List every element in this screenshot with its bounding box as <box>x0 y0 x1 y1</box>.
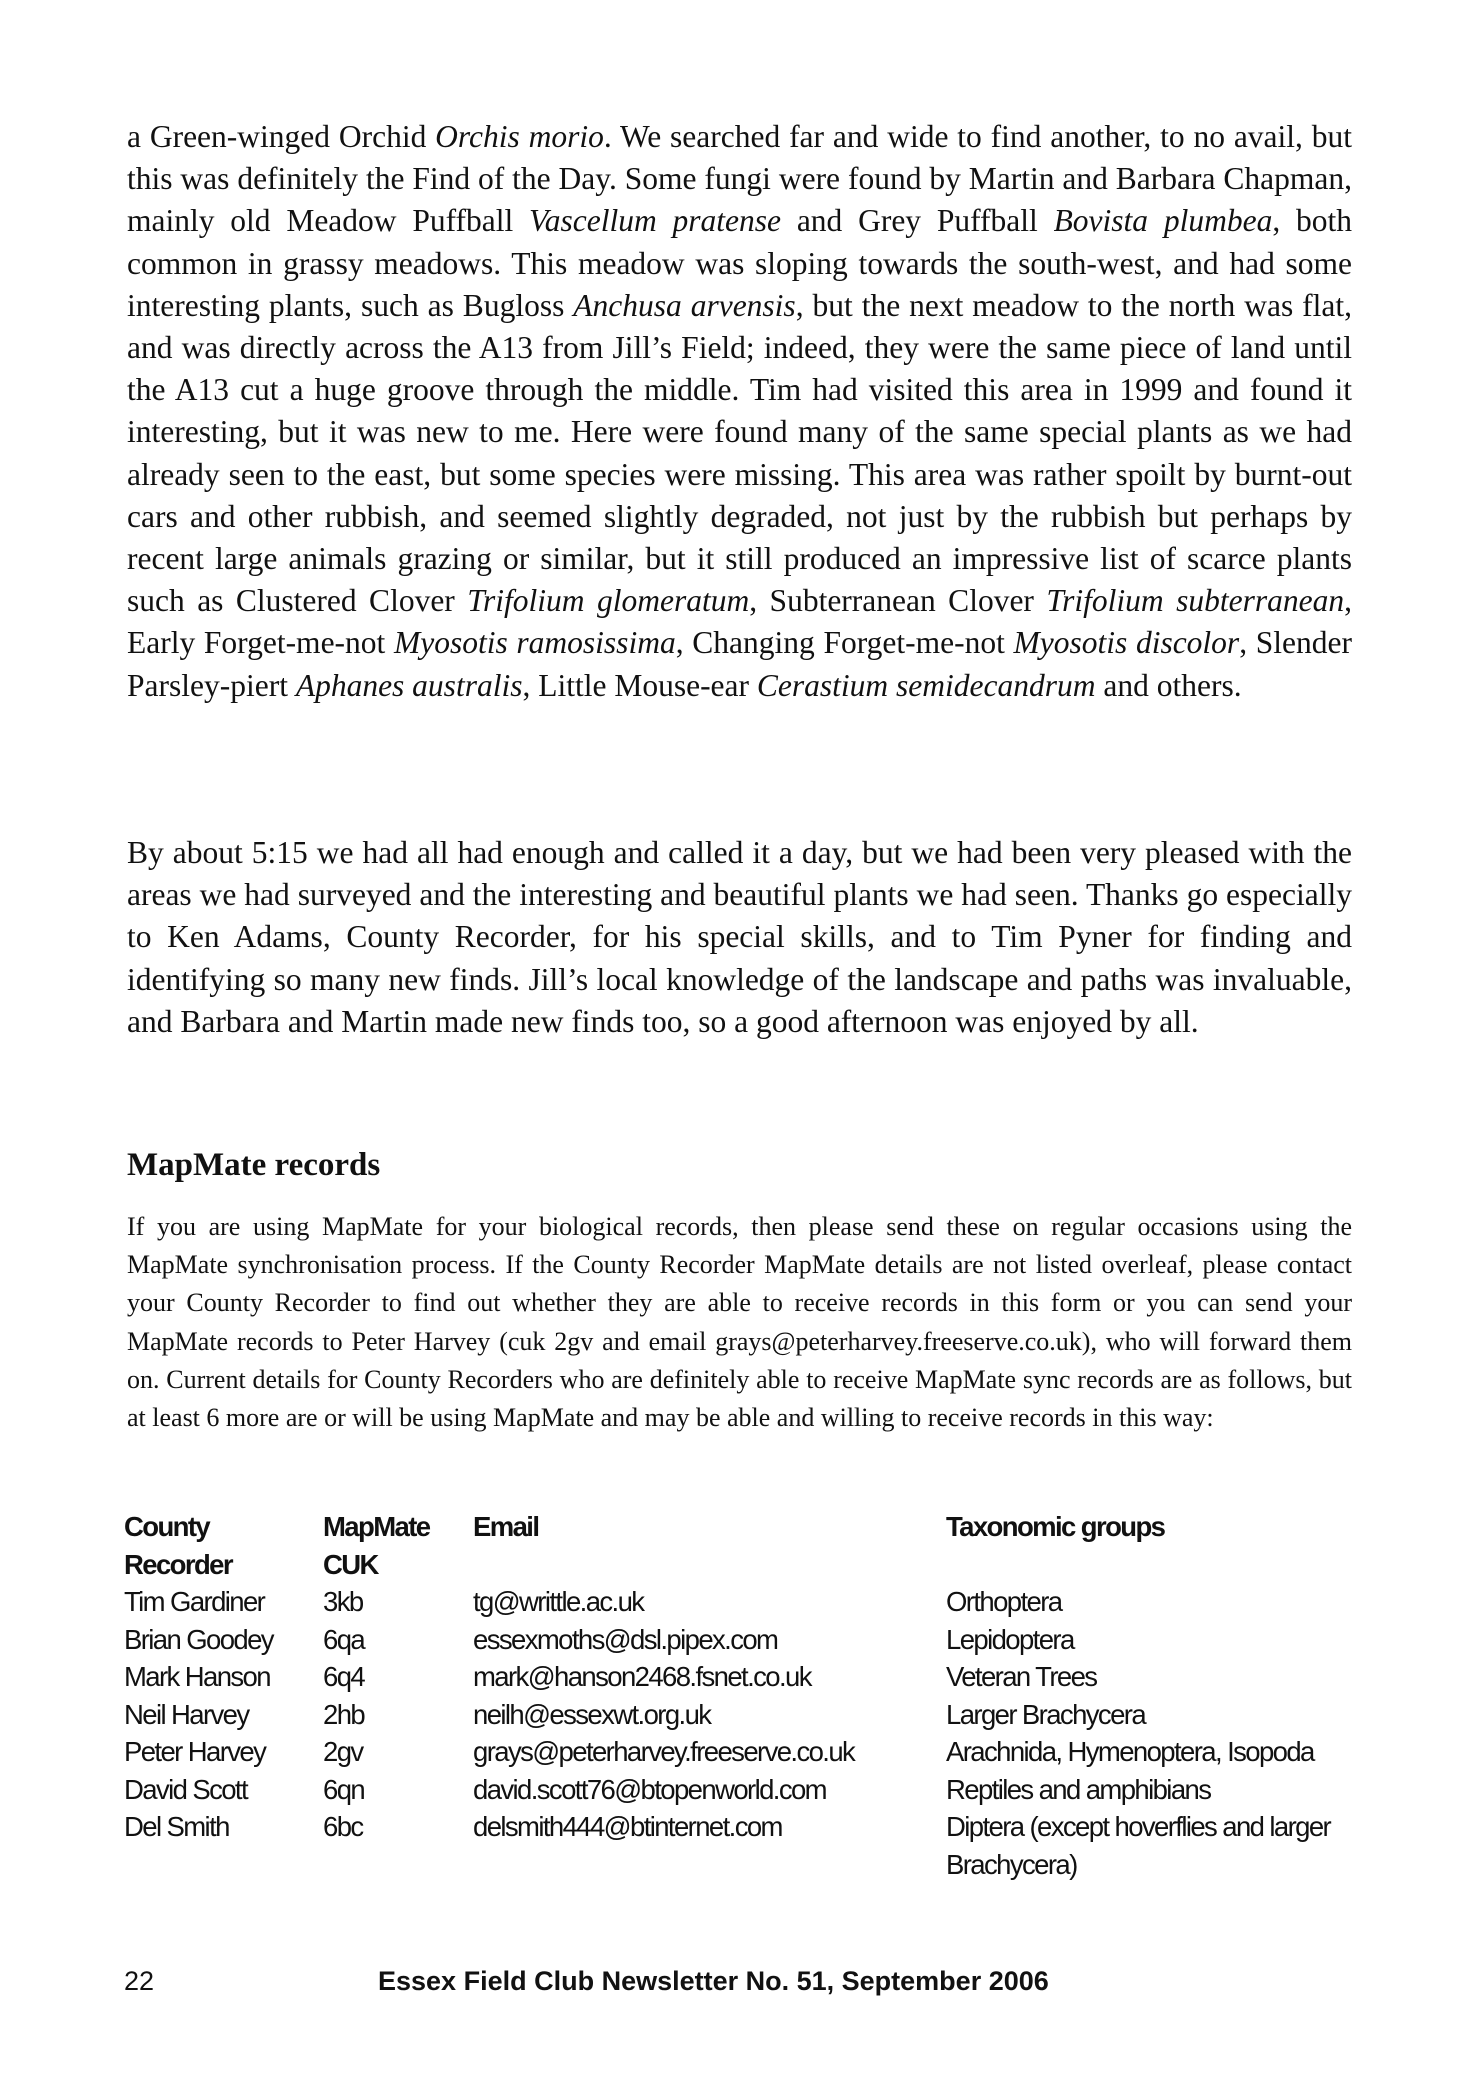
recorder-cuk: 6bc <box>323 1811 363 1842</box>
species-name: Myosotis ramosissima <box>393 625 676 661</box>
page-number: 22 <box>124 1966 155 1996</box>
header-text: MapMate <box>323 1511 430 1542</box>
recorder-email: essexmoths@dsl.pipex.com <box>473 1623 778 1655</box>
species-name: Cerastium semidecandrum <box>756 667 1096 703</box>
recorder-groups: Orthoptera <box>946 1586 1062 1617</box>
recorder-groups: Diptera (except hoverflies and larger Brachycera) <box>946 1811 1331 1880</box>
recorder-groups: Veteran Trees <box>946 1661 1097 1692</box>
recorder-cuk: 6q4 <box>323 1661 365 1692</box>
text-run: , both common in grassy meadows. This meadow was sloping towards the south-west, and had some interesting plants, such as Bugloss <box>127 203 1352 323</box>
table-header-row <box>124 1508 1396 1583</box>
species-name: Myosotis discolor <box>1013 625 1240 661</box>
recorder-groups: Larger Brachycera <box>946 1698 1146 1730</box>
recorder-name: Del Smith <box>124 1811 229 1842</box>
recorder-email: mark@hanson2468.fsnet.co.uk <box>473 1661 811 1692</box>
text-run: . We searched far and wide to find another, to no avail, but this was definitely the Find of the Day. Some fungi were found by Martin and Barbara Chapman, mainly old Meadow Puffball <box>127 119 1353 239</box>
recorder-email: neilh@essexwt.org.uk <box>473 1698 711 1730</box>
recorder-email: grays@peterharvey.freeserve.co.uk <box>473 1736 855 1767</box>
recorder-cuk: 2hb <box>323 1698 365 1730</box>
recorder-groups: Arachnida, Hymenoptera, Isopoda <box>946 1736 1314 1767</box>
header-mapmate-cuk <box>323 1508 473 1583</box>
header-text: Recorder <box>124 1548 232 1580</box>
species-name: Anchusa arvensis <box>573 287 796 323</box>
text-run: and others. <box>1095 667 1242 703</box>
text-run: , but the next meadow to the north was flat, and was directly across the A13 from Jill’s Field; indeed, they were the same piece of land until the A13 cut a huge groove through the middle. Tim had visited this area in 1999 and found it interesting, but it was new to me. Here were found many of the same special plants as we had already seen to the east, but some species were missing. This area was rather spoilt by burnt-out cars and other rubbish, and seemed slightly degraded, not just by the rubbish but perhaps by recent large animals grazing or similar, but it still produced an impressive list of scarce plants such as Clustered Clover <box>127 287 1352 619</box>
table-row <box>124 1583 1396 1621</box>
table-row <box>124 1696 1396 1734</box>
text-run: , Slender Parsley-piert <box>127 625 1352 703</box>
recorder-email: david.scott76@btopenworld.com <box>473 1773 826 1805</box>
mapmate-heading: MapMate records <box>127 1147 381 1183</box>
recorder-email: delsmith444@btinternet.com <box>473 1811 782 1842</box>
recorder-name: Peter Harvey <box>124 1736 266 1767</box>
species-name: Bovista plumbea <box>1053 203 1273 239</box>
recorder-cuk: 3kb <box>323 1586 363 1617</box>
recorder-cuk: 6qn <box>323 1773 365 1805</box>
paragraph-closing: By about 5:15 we had all had enough and called it a day, but we had been very pleased with the areas we had surveyed and the interesting and beautiful plants we had seen. Thanks go especially to Ken Adams, County Recorder, for his special skills, and to Tim Pyner for finding and identifying so many new finds. Jill’s local knowledge of the landscape and paths was invaluable, and Barbara and Martin made new finds too, so a good afternoon was enjoyed by all. <box>127 835 1352 1039</box>
footer-title: Essex Field Club Newsletter No. 51, September 2006 <box>378 1966 1049 1996</box>
header-text: County <box>124 1511 210 1542</box>
recorder-name: Tim Gardiner <box>124 1586 265 1617</box>
recorder-groups: Reptiles and amphibians <box>946 1773 1211 1805</box>
recorder-name: Neil Harvey <box>124 1698 249 1730</box>
species-name: Vascellum pratense <box>529 203 782 239</box>
table-row <box>124 1808 1396 1883</box>
text-run: , Subterranean Clover <box>749 583 1047 619</box>
header-text: CUK <box>323 1548 378 1580</box>
species-name: Orchis morio <box>435 119 604 154</box>
recorders-table <box>124 1508 1396 1883</box>
text-run: and Grey Puffball <box>781 203 1054 239</box>
species-name: Trifolium glomeratum <box>467 583 750 619</box>
recorder-groups: Lepidoptera <box>946 1623 1074 1655</box>
text-run: , Changing Forget-me-not <box>675 625 1014 661</box>
header-email: Email <box>473 1511 539 1542</box>
header-county-recorder <box>124 1508 323 1583</box>
text-run: , Little Mouse-ear <box>522 667 757 703</box>
mapmate-paragraph: If you are using MapMate for your biological records, then please send these on regular occasions using the MapMate synchronisation process. If the County Recorder MapMate details are not listed overleaf, please contact your County Recorder to find out whether they are able to receive records in this form or you can send your MapMate records to Peter Harvey (cuk 2gv and email grays@peterharvey.freeserve.co.uk), who will forward them on. Current details for County Recorders who are definitely able to receive MapMate sync records are as follows, but at least 6 more are or will be using MapMate and may be able and willing to receive records in this way: <box>127 1212 1352 1433</box>
recorder-name: Brian Goodey <box>124 1623 273 1655</box>
table-row <box>124 1771 1396 1809</box>
recorder-cuk: 6qa <box>323 1623 365 1655</box>
header-taxonomic-groups: Taxonomic groups <box>946 1511 1165 1542</box>
species-name: Trifolium subterranean <box>1046 583 1345 619</box>
recorder-name: Mark Hanson <box>124 1661 270 1692</box>
table-row <box>124 1733 1396 1771</box>
text-run: , Early Forget-me-not <box>127 583 1352 661</box>
table-row <box>124 1658 1396 1696</box>
paragraph-orchid-meadow <box>127 116 1352 707</box>
recorder-email: tg@writtle.ac.uk <box>473 1586 644 1617</box>
table-row <box>124 1621 1396 1659</box>
text-run: a Green-winged Orchid <box>127 119 436 154</box>
species-name: Aphanes australis <box>295 667 523 703</box>
recorder-cuk: 2gv <box>323 1736 363 1767</box>
recorder-name: David Scott <box>124 1773 248 1805</box>
